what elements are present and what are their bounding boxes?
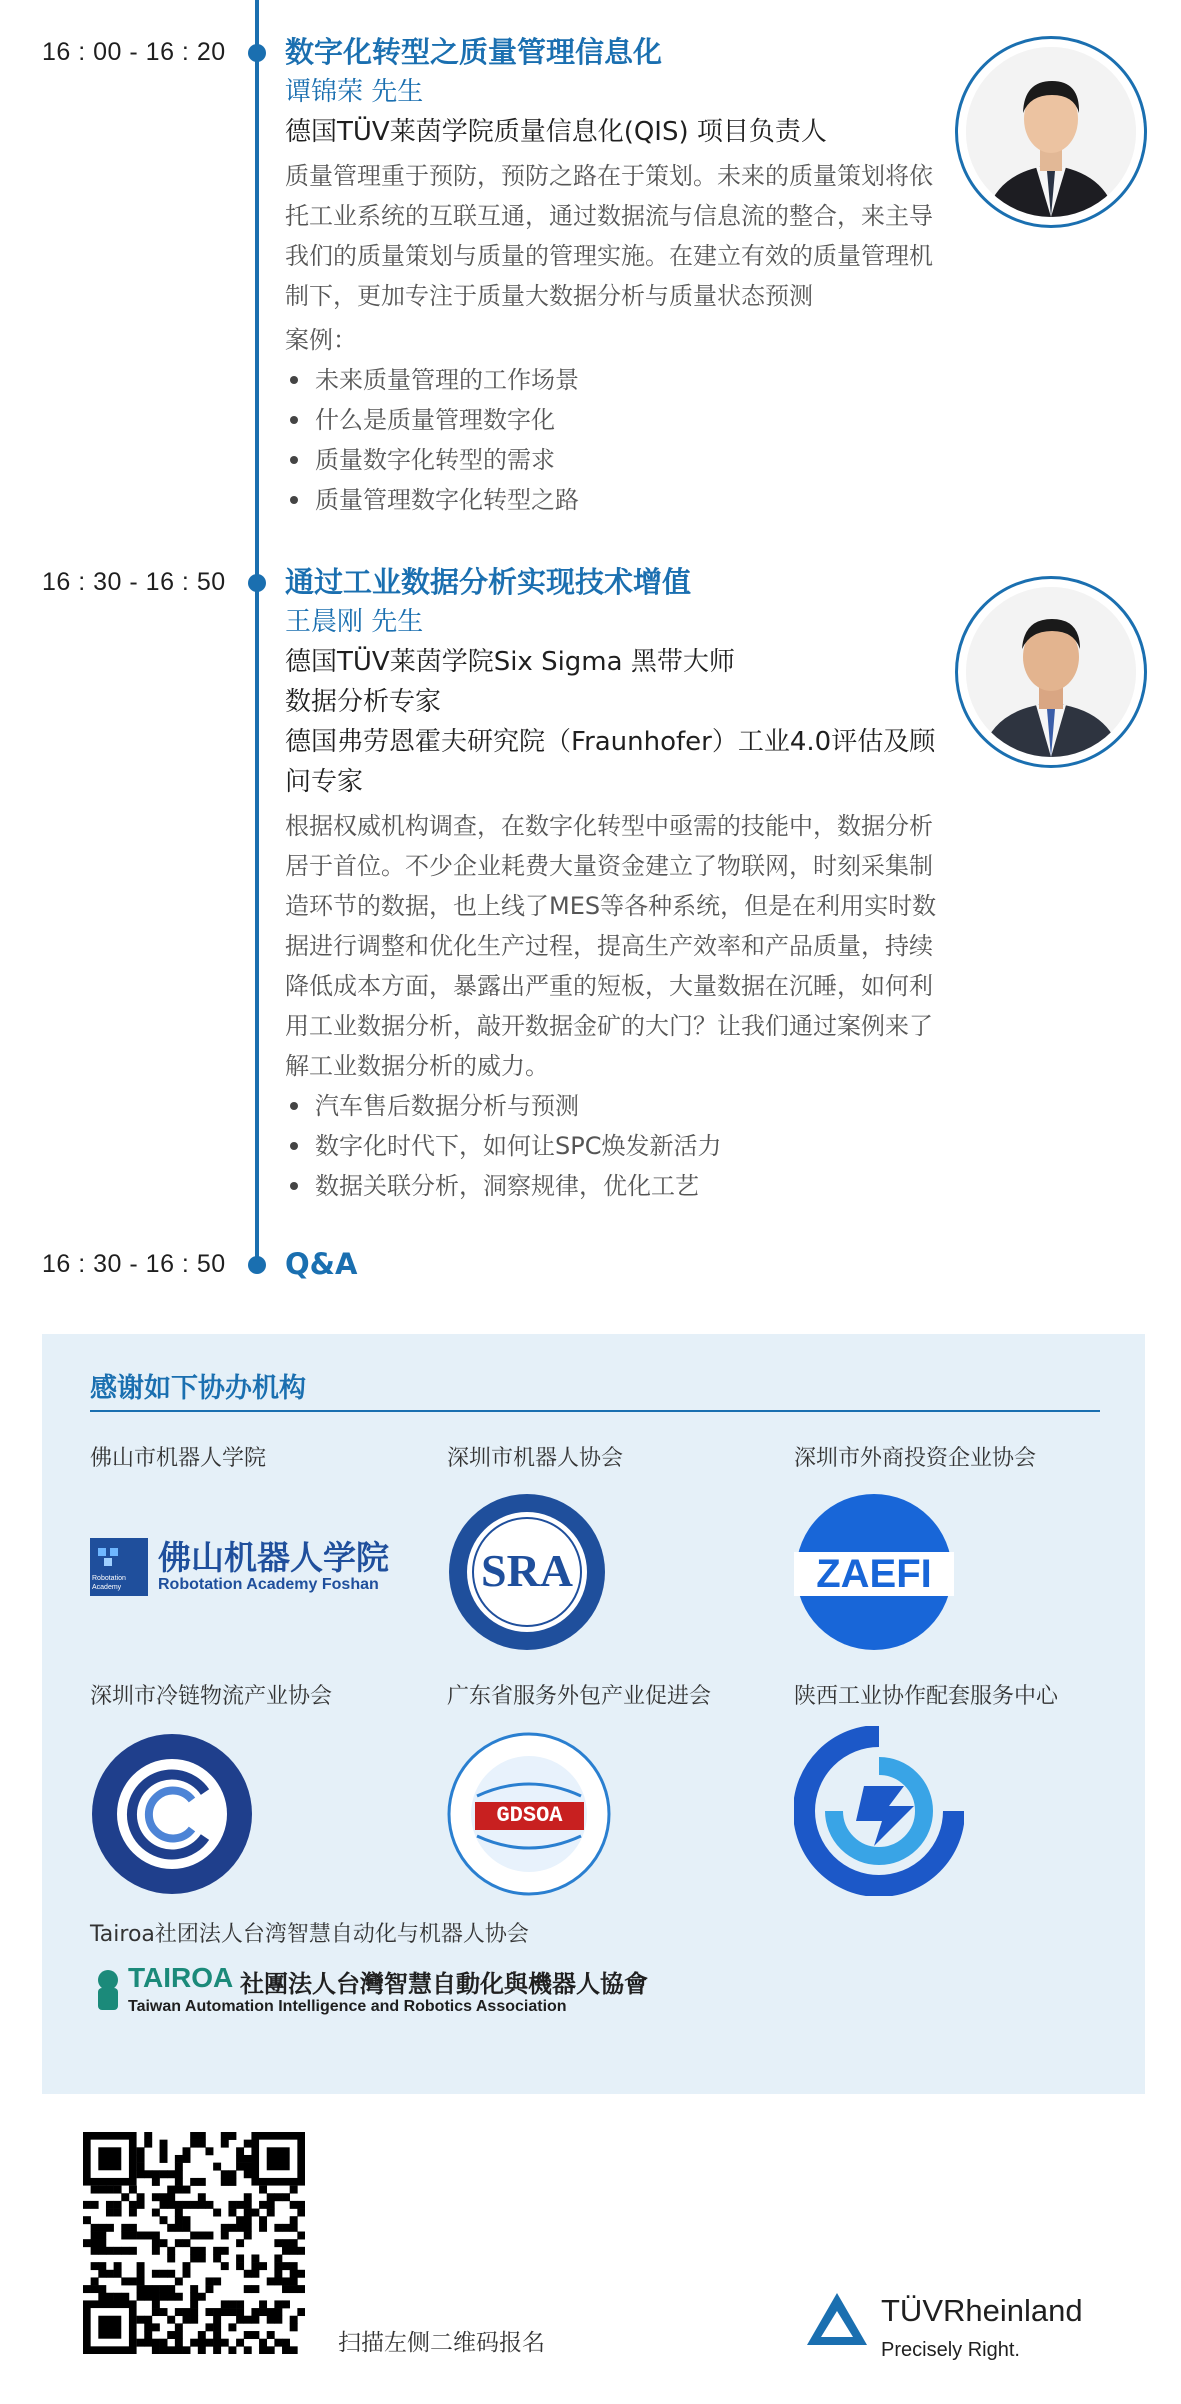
session-3-title: Q&A: [285, 1247, 358, 1281]
session-2: [285, 562, 950, 1206]
session-1-title: 数字化转型之质量管理信息化: [285, 35, 663, 69]
shaanxi-logo: [794, 1726, 964, 1896]
list-item: 汽车售后数据分析与预测: [285, 1086, 950, 1126]
sponsor-name: 广东省服务外包产业促进会: [447, 1684, 712, 1709]
foshan-logo-badge: Robotation Academy: [92, 1575, 126, 1591]
sponsor-name: 深圳市机器人协会: [447, 1446, 624, 1471]
session-1-role: 德国TÜV莱茵学院质量信息化(QIS) 项目负责人: [285, 117, 827, 147]
speaker-1-photo: [966, 47, 1136, 217]
sponsor-foshan: [90, 1444, 266, 1474]
session-2-description: 根据权威机构调查，在数字化转型中亟需的技能中，数据分析居于首位。不少企业耗费大量资金建立了物联网，时刻采集制造环节的数据，也上线了MES等各种系统，但是在利用实时数据进行调整和优化生产过程，提高生产效率和产品质量，持续降低成本方面，暴露出严重的短板，大量数据在沉睡，如何利用工业数据分析，敲开数据金矿的大门？让我们通过案例来了解工业数据分析的威力。: [285, 812, 937, 1080]
sponsor-tairoa: [90, 1920, 529, 1950]
session-1-description: 质量管理重于预防，预防之路在于策划。未来的质量策划将依托工业系统的互联互通，通过数据流与信息流的整合，来主导我们的质量策划与质量的管理实施。在建立有效的质量管理机制下，更加专注于质量大数据分析与质量状态预测: [285, 162, 933, 310]
session-2-time: 16 : 30 - 16 : 50: [42, 568, 226, 596]
session-1-speaker: 谭锦荣 先生: [285, 77, 424, 107]
session-2-role: 德国TÜV莱茵学院Six Sigma 黑带大师: [285, 647, 735, 677]
session-2-role: 数据分析专家: [285, 687, 442, 717]
timeline-line: [255, 0, 259, 1272]
foshan-logo-subtext: Robotation Academy Foshan: [158, 1576, 379, 1593]
tuv-triangle-icon: [805, 2291, 869, 2349]
sponsor-gdsoa: [447, 1682, 711, 1712]
cold-chain-logo: [90, 1732, 255, 1897]
registration-qr-code[interactable]: [83, 2132, 305, 2354]
speaker-2-photo: [966, 587, 1136, 757]
session-3-time: 16 : 30 - 16 : 50: [42, 1250, 226, 1278]
zaefi-logo-text: ZAEFI: [816, 1552, 932, 1596]
session-2-speaker: 王晨刚 先生: [285, 607, 424, 637]
scan-instruction: 扫描左侧二维码报名: [338, 2330, 545, 2356]
sponsors-panel: [42, 1334, 1145, 2094]
session-1-case-label: 案例：: [285, 326, 357, 354]
gdsoa-logo: [447, 1732, 612, 1897]
qr-code-pattern: [83, 2132, 305, 2354]
sponsors-title: 感谢如下协办机构: [90, 1373, 306, 1404]
sponsor-shaanxi: [794, 1682, 1058, 1712]
session-2-title: 通过工业数据分析实现技术增值: [285, 565, 692, 599]
tuv-tagline: Precisely Right.: [881, 2339, 1020, 2361]
sra-logo-text: SRA: [480, 1545, 574, 1596]
tuv-brand: TÜVRheinland: [881, 2293, 1083, 2328]
timeline-dot: [248, 44, 266, 62]
tairoa-logo-en: Taiwan Automation Intelligence and Robotics Association: [128, 1998, 567, 2015]
sponsor-cold-chain: [90, 1682, 332, 1712]
tairoa-logo: [90, 1962, 650, 2022]
sponsor-sra: [447, 1444, 623, 1474]
session-1: [285, 32, 950, 520]
speaker-2-avatar: [955, 576, 1147, 768]
list-item: 什么是质量管理数字化: [285, 400, 950, 440]
session-2-bullets: [285, 1086, 950, 1206]
list-item: 质量数字化转型的需求: [285, 440, 950, 480]
tairoa-logo-cn: 社團法人台灣智慧自動化與機器人協會: [240, 1970, 648, 1998]
foshan-logo-text: 佛山机器人学院: [158, 1538, 389, 1577]
session-1-time: 16 : 00 - 16 : 20: [42, 38, 226, 66]
list-item: 质量管理数字化转型之路: [285, 480, 950, 520]
sponsor-name: 深圳市外商投资企业协会: [794, 1446, 1037, 1471]
list-item: 未来质量管理的工作场景: [285, 360, 950, 400]
timeline-dot: [248, 574, 266, 592]
tuv-logo: [805, 2285, 1115, 2385]
sra-logo: [447, 1492, 607, 1652]
divider: [90, 1410, 1100, 1412]
list-item: 数字化时代下，如何让SPC焕发新活力: [285, 1126, 950, 1166]
sponsor-zaefi: [794, 1444, 1036, 1474]
session-1-bullets: [285, 360, 950, 520]
sponsor-name: 深圳市冷链物流产业协会: [90, 1684, 333, 1709]
sponsor-name: 陕西工业协作配套服务中心: [794, 1684, 1059, 1709]
sponsor-name: Tairoa社团法人台湾智慧自动化与机器人协会: [90, 1922, 529, 1947]
timeline-dot: [248, 1256, 266, 1274]
session-2-role: 德国弗劳恩霍夫研究院（Fraunhofer）工业4.0评估及顾问专家: [285, 727, 936, 797]
speaker-1-avatar: [955, 36, 1147, 228]
list-item: 数据关联分析，洞察规律，优化工艺: [285, 1166, 950, 1206]
foshan-logo: [90, 1532, 420, 1602]
sponsor-name: 佛山市机器人学院: [90, 1446, 267, 1471]
zaefi-logo: [794, 1492, 954, 1652]
gdsoa-logo-text: GDSOA: [496, 1803, 563, 1828]
tairoa-logo-text: TAIROA: [128, 1962, 234, 1993]
